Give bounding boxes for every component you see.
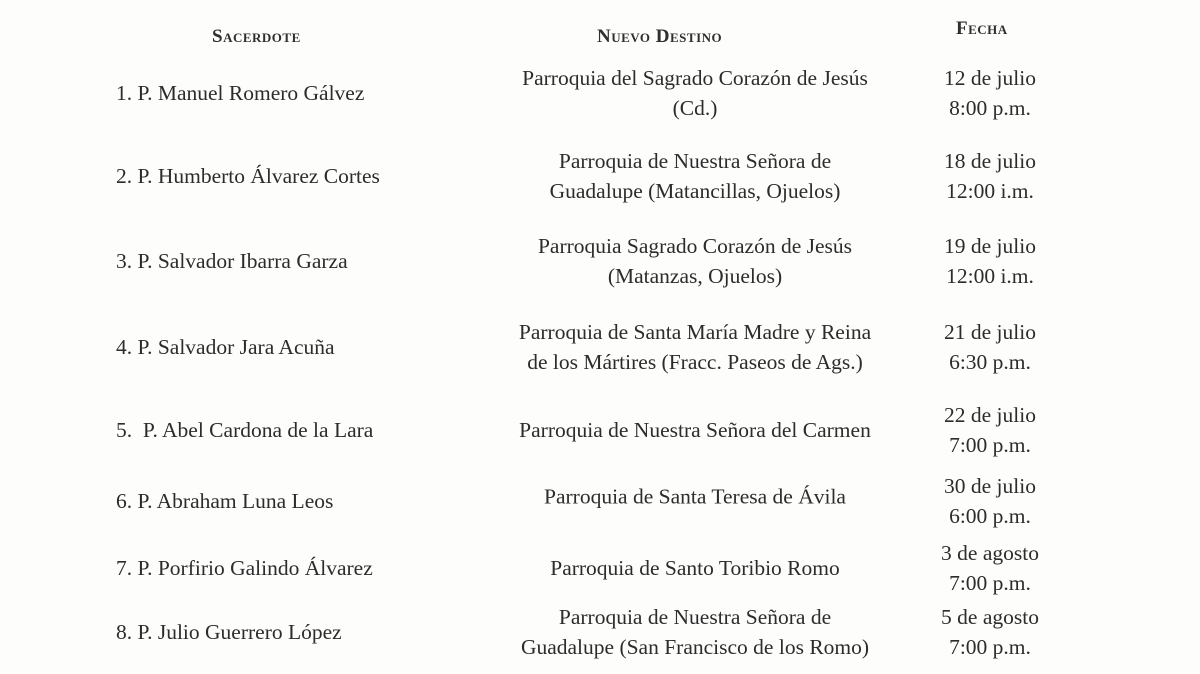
date-time: 12:00 i.m. <box>946 179 1034 203</box>
table-row <box>0 465 1200 537</box>
table-row <box>0 394 1200 466</box>
date-time: 7:00 p.m. <box>949 571 1031 595</box>
priest-name: 6. P. Abraham Luna Leos <box>116 489 334 513</box>
destination-line: Parroquia de Nuestra Señora de <box>558 605 832 629</box>
table-row <box>0 596 1200 668</box>
date-day: 12 de julio <box>944 66 1036 90</box>
date-day: 3 de agosto <box>941 541 1039 565</box>
date-time: 7:00 p.m. <box>949 635 1031 659</box>
destination-line: Guadalupe (San Francisco de los Romo) <box>520 635 870 659</box>
destination <box>470 553 920 583</box>
destination <box>470 146 920 206</box>
date <box>925 146 1055 206</box>
priest-name: 2. P. Humberto Álvarez Cortes <box>116 164 380 188</box>
date-time: 12:00 i.m. <box>946 264 1034 288</box>
priest-name: 3. P. Salvador Ibarra Garza <box>116 249 348 273</box>
priest-name: 8. P. Julio Guerrero López <box>116 620 342 644</box>
destination-line: Parroquia de Nuestra Señora del Carmen <box>519 418 871 442</box>
destination-line: (Matanzas, Ojuelos) <box>607 264 783 288</box>
priest-name: 1. P. Manuel Romero Gálvez <box>116 81 365 105</box>
destination-line: Parroquia Sagrado Corazón de Jesús <box>537 234 853 258</box>
date-day: 5 de agosto <box>941 605 1039 629</box>
table-row <box>0 532 1200 604</box>
date <box>925 602 1055 662</box>
table-row <box>0 311 1200 383</box>
priest-name: 7. P. Porfirio Galindo Álvarez <box>116 556 373 580</box>
destination-line: Parroquia de Santa Teresa de Ávila <box>544 484 846 509</box>
table-row <box>0 140 1200 212</box>
date-time: 6:00 p.m. <box>949 504 1031 528</box>
date-time: 8:00 p.m. <box>949 96 1031 120</box>
date-time: 6:30 p.m. <box>949 350 1031 374</box>
priest-name: 5. P. Abel Cardona de la Lara <box>116 418 374 442</box>
header-sacerdote: Sacerdote <box>212 26 301 47</box>
date <box>925 538 1055 598</box>
date-time: 7:00 p.m. <box>949 433 1031 457</box>
destination <box>470 482 920 512</box>
date-day: 18 de julio <box>944 149 1036 173</box>
date <box>925 63 1055 123</box>
table-row <box>0 225 1200 297</box>
destination-line: Parroquia de Nuestra Señora de <box>558 149 832 173</box>
priest-name: 4. P. Salvador Jara Acuña <box>116 335 335 359</box>
destination <box>470 415 920 445</box>
header-nuevo-destino: Nuevo Destino <box>597 26 723 47</box>
header-fecha: Fecha <box>956 18 1008 39</box>
date-day: 30 de julio <box>944 474 1036 498</box>
date-day: 22 de julio <box>944 403 1036 427</box>
destination <box>470 231 920 291</box>
destination <box>470 317 920 377</box>
destination-line: Parroquia del Sagrado Corazón de Jesús <box>522 66 868 90</box>
destination <box>470 63 920 123</box>
date-day: 21 de julio <box>944 320 1036 344</box>
date <box>925 231 1055 291</box>
destination-line: Parroquia de Santo Toribio Romo <box>550 556 840 580</box>
destination-line: de los Mártires (Fracc. Paseos de Ags.) <box>527 350 863 374</box>
destination-line: Guadalupe (Matancillas, Ojuelos) <box>549 179 841 203</box>
date <box>925 400 1055 460</box>
date <box>925 471 1055 531</box>
table-row <box>0 57 1200 129</box>
date-day: 19 de julio <box>944 234 1036 258</box>
destination-line: Parroquia de Santa María Madre y Reina <box>518 320 872 344</box>
destination-line: (Cd.) <box>672 96 718 120</box>
date <box>925 317 1055 377</box>
destination <box>470 602 920 662</box>
